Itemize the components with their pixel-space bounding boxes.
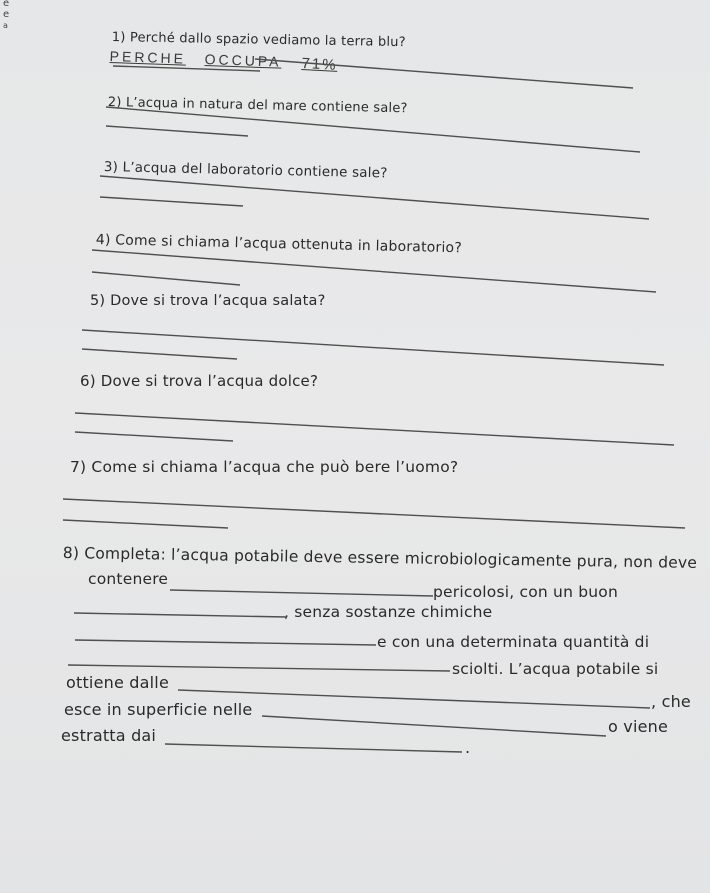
completion-text: esce in superficie nelle <box>64 700 253 719</box>
completion-text: . <box>465 738 471 757</box>
answer-line <box>255 59 633 88</box>
completion-blank <box>262 716 606 736</box>
answer-line <box>106 107 640 152</box>
completion-text: contenere <box>88 570 169 588</box>
question-1: 1) Perché dallo spazio vediamo la terra blu? <box>111 30 406 51</box>
answer-line <box>113 66 260 71</box>
corner-mark: a <box>3 21 8 30</box>
question-7: 7) Come si chiama l’acqua che può bere l’uomo? <box>70 458 459 476</box>
question-3: 3) L’acqua del laboratorio contiene sale? <box>103 159 388 182</box>
completion-text: o viene <box>608 717 669 736</box>
completion-blank <box>170 590 433 596</box>
handwritten-answer-word: OCCUPA <box>204 51 282 70</box>
question-5: 5) Dove si trova l’acqua salata? <box>90 293 326 309</box>
completion-text: , che <box>651 692 691 711</box>
question-2: 2) L’acqua in natura del mare contiene sale? <box>107 95 408 117</box>
completion-blank <box>74 613 287 617</box>
answer-line <box>82 330 664 365</box>
completion-text: ottiene dalle <box>66 673 169 692</box>
question-4: 4) Come si chiama l’acqua ottenuta in laboratorio? <box>95 232 463 257</box>
completion-blank <box>75 640 376 645</box>
completion-text: estratta dai <box>61 726 157 745</box>
completion-blank <box>178 690 650 708</box>
completion-text: e con una determinata quantità di <box>377 633 650 651</box>
question-6: 6) Dove si trova l’acqua dolce? <box>80 372 319 390</box>
answer-line <box>100 197 243 206</box>
question-8-title: 8) Completa: l’acqua potabile deve essere microbiologicamente pura, non deve <box>62 544 698 572</box>
completion-blank <box>165 744 462 752</box>
answer-line <box>100 176 649 219</box>
completion-text: , senza sostanze chimiche <box>284 603 493 621</box>
answer-line <box>63 520 228 528</box>
answer-line <box>75 413 674 445</box>
answer-line <box>106 126 248 136</box>
handwritten-answer-number: 71% <box>301 55 338 74</box>
answer-line <box>92 272 240 285</box>
handwritten-answer-word: PERCHE <box>109 48 187 67</box>
corner-mark: e <box>3 0 10 9</box>
corner-mark: e <box>3 9 10 20</box>
completion-text: sciolti. L’acqua potabile si <box>452 660 659 678</box>
answer-line <box>82 349 237 359</box>
answer-line <box>92 250 656 292</box>
answer-line <box>75 432 233 441</box>
completion-text: pericolosi, con un buon <box>433 583 618 601</box>
answer-line <box>63 499 685 528</box>
completion-blank <box>68 665 450 671</box>
